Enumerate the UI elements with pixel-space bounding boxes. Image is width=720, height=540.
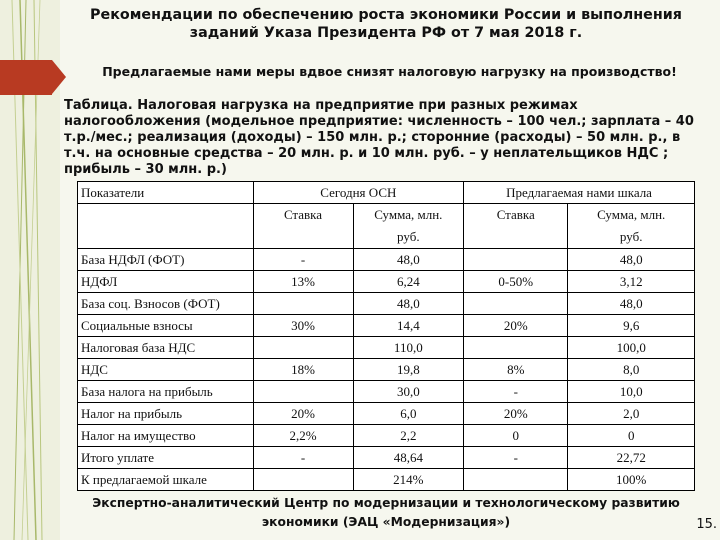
table-caption: Таблица. Налоговая нагрузка на предприятие при разных режимах налогообложения (модельное предприятие: численность – 100 чел.; зарплата – 40 т.р./мес.; реализация (доходы) – 150 млн. р.; сторонние (расходы) – 50 млн. р., в т.ч. на основные средства – 20 млн. р. и 10 млн. руб. – у неплательщиков НДС ; прибыль – 30 млн. р.) — [64, 98, 694, 177]
cell-rate-today: 13% — [253, 271, 353, 293]
cell-rate-today: - — [253, 447, 353, 469]
cell-rate-today: - — [253, 249, 353, 271]
table-header-row — [78, 182, 695, 204]
cell-sum-new: 100% — [568, 469, 695, 491]
table-row — [78, 249, 695, 271]
table-subheader-row — [78, 204, 695, 249]
cell-sum-new: 9,6 — [568, 315, 695, 337]
cell-rate-new — [464, 293, 568, 315]
cell-indicator: Налоговая база НДС — [78, 337, 254, 359]
cell-indicator: Социальные взносы — [78, 315, 254, 337]
cell-sum-today: 30,0 — [353, 381, 464, 403]
footer — [62, 494, 710, 532]
header-indicator: Показатели — [78, 182, 254, 204]
cell-sum-new: 2,0 — [568, 403, 695, 425]
tax-burden-table — [77, 181, 695, 491]
cell-sum-new: 100,0 — [568, 337, 695, 359]
footer-line-2: экономики (ЭАЦ «Модернизация») — [261, 515, 511, 529]
sum-label-line2: руб. — [397, 229, 420, 244]
cell-sum-new: 0 — [568, 425, 695, 447]
page-title — [62, 6, 710, 42]
cell-rate-today: 30% — [253, 315, 353, 337]
cell-indicator: НДС — [78, 359, 254, 381]
title-line-2: заданий Указа Президента РФ от 7 мая 2018 г. — [189, 25, 583, 41]
header-proposed: Предлагаемая нами шкала — [464, 182, 695, 204]
cell-sum-new: 10,0 — [568, 381, 695, 403]
sum-label-line1: Сумма, млн. — [374, 207, 443, 222]
cell-indicator: Итого уплате — [78, 447, 254, 469]
red-accent-tab — [0, 60, 52, 95]
cell-sum-today: 48,64 — [353, 447, 464, 469]
cell-indicator: К предлагаемой шкале — [78, 469, 254, 491]
cell-indicator: База НДФЛ (ФОТ) — [78, 249, 254, 271]
header-today: Сегодня ОСН — [253, 182, 464, 204]
header-sum-today — [353, 204, 464, 249]
cell-rate-today — [253, 469, 353, 491]
table-row — [78, 271, 695, 293]
cell-sum-new: 48,0 — [568, 293, 695, 315]
sum-label-line2: руб. — [619, 229, 643, 244]
header-rate-new: Ставка — [464, 204, 568, 249]
table-row — [78, 425, 695, 447]
cell-rate-new: 0-50% — [464, 271, 568, 293]
title-line-1: Рекомендации по обеспечению роста экономики России и выполнения — [90, 7, 682, 23]
cell-rate-today — [253, 293, 353, 315]
cell-rate-today — [253, 381, 353, 403]
cell-rate-today: 20% — [253, 403, 353, 425]
cell-rate-new: - — [464, 447, 568, 469]
table-body — [78, 249, 695, 491]
cell-rate-new: 20% — [464, 403, 568, 425]
cell-indicator: База соц. Взносов (ФОТ) — [78, 293, 254, 315]
cell-rate-new — [464, 469, 568, 491]
cell-rate-new — [464, 249, 568, 271]
cell-indicator: Налог на прибыль — [78, 403, 254, 425]
cell-sum-new: 22,72 — [568, 447, 695, 469]
cell-rate-new: 0 — [464, 425, 568, 447]
cell-indicator: База налога на прибыль — [78, 381, 254, 403]
cell-rate-new: 20% — [464, 315, 568, 337]
cell-sum-today: 19,8 — [353, 359, 464, 381]
cell-rate-today: 2,2% — [253, 425, 353, 447]
cell-rate-new — [464, 337, 568, 359]
cell-rate-today — [253, 337, 353, 359]
cell-sum-today: 2,2 — [353, 425, 464, 447]
cell-rate-new: - — [464, 381, 568, 403]
table-row — [78, 337, 695, 359]
cell-indicator: Налог на имущество — [78, 425, 254, 447]
table-row — [78, 293, 695, 315]
subtitle: Предлагаемые нами меры вдвое снизят налоговую нагрузку на производство! — [102, 64, 677, 79]
table-row — [78, 403, 695, 425]
table-row — [78, 447, 695, 469]
sum-label-line1: Сумма, млн. — [597, 207, 666, 222]
cell-rate-new: 8% — [464, 359, 568, 381]
cell-sum-today: 110,0 — [353, 337, 464, 359]
cell-sum-new: 3,12 — [568, 271, 695, 293]
footer-line-1: Экспертно-аналитический Центр по модернизации и технологическому развитию — [92, 496, 680, 510]
table-row — [78, 315, 695, 337]
cell-sum-today: 6,24 — [353, 271, 464, 293]
cell-sum-new: 8,0 — [568, 359, 695, 381]
cell-sum-today: 214% — [353, 469, 464, 491]
table-row — [78, 359, 695, 381]
cell-sum-new: 48,0 — [568, 249, 695, 271]
table-row — [78, 381, 695, 403]
header-rate-today: Ставка — [253, 204, 353, 249]
header-sum-new — [568, 204, 695, 249]
cell-rate-today: 18% — [253, 359, 353, 381]
table-row — [78, 469, 695, 491]
cell-sum-today: 48,0 — [353, 249, 464, 271]
cell-sum-today: 6,0 — [353, 403, 464, 425]
cell-indicator: НДФЛ — [78, 271, 254, 293]
cell-sum-today: 48,0 — [353, 293, 464, 315]
cell-sum-today: 14,4 — [353, 315, 464, 337]
header-blank — [78, 204, 254, 249]
page-number: 15. — [696, 517, 717, 532]
